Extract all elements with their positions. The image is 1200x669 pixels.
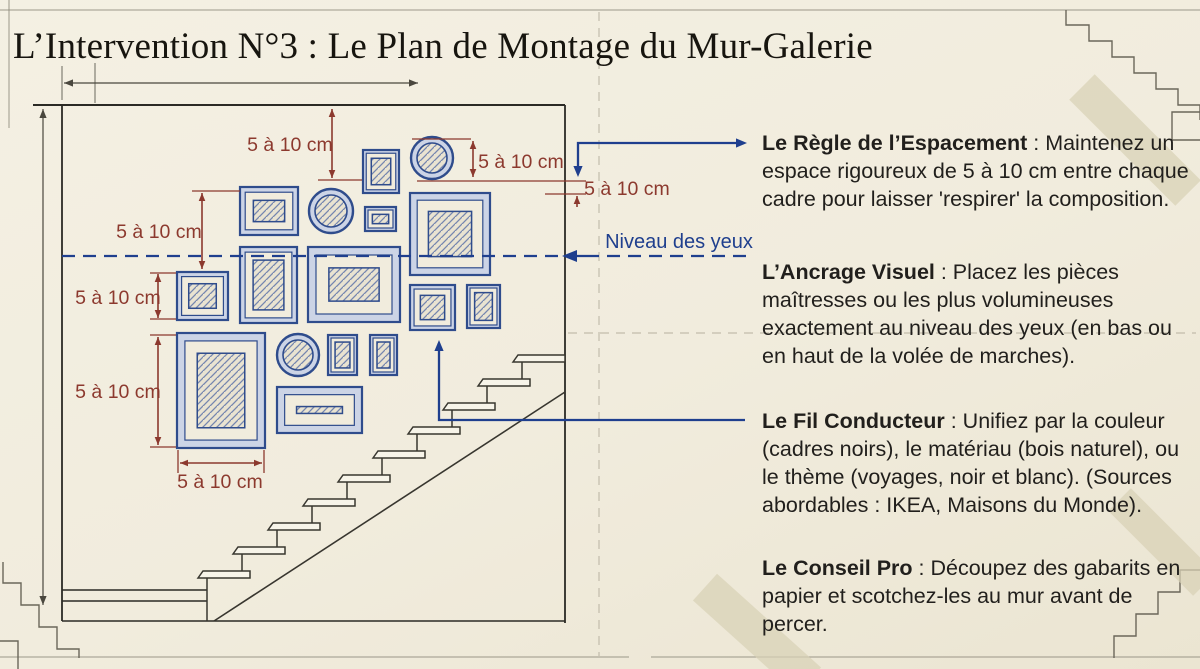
page-title: L’Intervention N°3 : Le Plan de Montage du Mur-Galerie xyxy=(13,26,873,67)
annotation-heading: Le Conseil Pro xyxy=(762,556,913,580)
picture-frame xyxy=(328,335,357,375)
annotation-body: Unifiez par la couleur (cadres noirs), le matériau (bois naturel), ou le thème (voyages, noir et blanc). (Sources abordables : IKEA, Maisons du Monde). xyxy=(762,409,1180,517)
eye-level-label: Niveau des yeux xyxy=(605,231,753,253)
spacing-dimension-label: 5 à 10 cm xyxy=(116,221,202,243)
annotation-pro-tip: Le Conseil Pro : Découpez des gabarits en papier et scotchez-les au mur avant de percer. xyxy=(762,556,1181,636)
annotation-heading: Le Fil Conducteur xyxy=(762,409,945,433)
spacing-dimension xyxy=(177,471,263,493)
picture-frame xyxy=(363,150,399,193)
spacing-dimension-label: 5 à 10 cm xyxy=(75,287,161,309)
picture-frame xyxy=(177,333,265,448)
annotation-common-thread: Le Fil Conducteur : Unifiez par la couleur (cadres noirs), le matériau (bois naturel), ou le thème (voyages, noir et blanc). (Sources abordables : IKEA, Maisons du Monde). xyxy=(762,409,1180,517)
picture-frame xyxy=(365,207,396,231)
picture-frame xyxy=(370,335,397,375)
spacing-dimension-label: 5 à 10 cm xyxy=(584,178,670,200)
annotation-body: Découpez des gabarits en papier et scotchez-les au mur avant de percer. xyxy=(762,556,1181,636)
round-frame xyxy=(309,189,353,233)
round-frame xyxy=(277,334,319,376)
spacing-dimension xyxy=(478,151,564,173)
annotation-leader xyxy=(578,143,744,174)
annotation-body: Maintenez un espace rigoureux de 5 à 10 cm entre chaque cadre pour laisser 'respirer' la composition. xyxy=(762,131,1189,211)
picture-frame xyxy=(177,272,228,320)
round-frame xyxy=(411,137,453,179)
annotation-visual-anchor: L’Ancrage Visuel : Placez les pièces maîtresses ou les plus volumineuses exactement au niveau des yeux (en bas ou en haut de la volée de marches). xyxy=(762,260,1172,368)
stair-zigzag-motif xyxy=(0,641,18,669)
stair-zigzag-motif xyxy=(3,562,79,658)
picture-frame xyxy=(467,285,500,328)
spacing-dimension-label: 5 à 10 cm xyxy=(177,471,263,493)
annotation-spacing-rule: Le Règle de l’Espacement : Maintenez un espace rigoureux de 5 à 10 cm entre chaque cadre pour laisser 'respirer' la composition. xyxy=(762,131,1189,211)
spacing-dimension-label: 5 à 10 cm xyxy=(247,134,333,156)
picture-frame xyxy=(240,187,298,235)
picture-frame xyxy=(240,247,297,323)
spacing-dimension xyxy=(75,287,161,309)
spacing-dimension xyxy=(75,381,161,403)
picture-frame xyxy=(308,247,400,322)
picture-frame xyxy=(410,193,490,275)
annotation-heading: Le Règle de l’Espacement xyxy=(762,131,1028,155)
spacing-dimension xyxy=(247,134,333,156)
picture-frame xyxy=(277,387,362,433)
picture-frame xyxy=(410,285,455,330)
spacing-dimension xyxy=(584,178,670,200)
spacing-dimension-label: 5 à 10 cm xyxy=(478,151,564,173)
spacing-dimension xyxy=(116,221,202,243)
annotation-body: Placez les pièces maîtresses ou les plus volumineuses exactement au niveau des yeux (en bas ou en haut de la volée de marches). xyxy=(762,260,1172,368)
spacing-dimension-label: 5 à 10 cm xyxy=(75,381,161,403)
annotation-heading: L’Ancrage Visuel xyxy=(762,260,935,284)
